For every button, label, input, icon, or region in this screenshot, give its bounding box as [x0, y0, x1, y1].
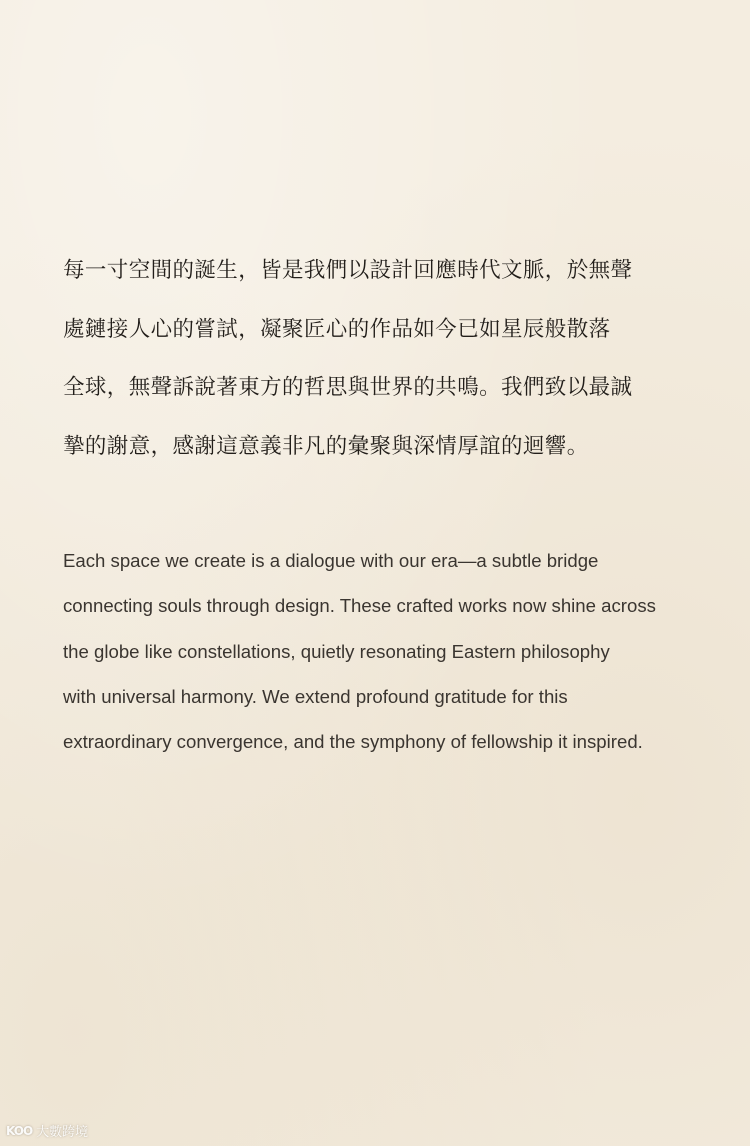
chinese-line-3: 全球，無聲訴說著東方的哲思與世界的共鳴。我們致以最誠 [63, 375, 633, 400]
chinese-line-2: 處鏈接人心的嘗試，凝聚匠心的作品如今已如星辰般散落 [63, 316, 611, 342]
chinese-line-4: 摯的謝意，感謝這意義非凡的彙聚與深情厚誼的迴響。 [63, 433, 589, 459]
english-line-2: connecting souls through design. These crafted works now shine across [63, 595, 656, 617]
watermark [6, 1121, 88, 1140]
english-line-5: extraordinary convergence, and the symphony of fellowship it inspired. [63, 731, 643, 753]
english-line-4: with universal harmony. We extend profound gratitude for this [63, 685, 568, 707]
watermark-logo: KOO [6, 1123, 33, 1138]
english-paragraph [63, 538, 723, 764]
english-line-3: the globe like constellations, quietly resonating Eastern philosophy [63, 640, 610, 662]
chinese-line-1: 每一寸空間的誕生，皆是我們以設計回應時代文脈，於無聲 [63, 258, 633, 283]
watermark-text: 大數跨境 [36, 1125, 89, 1140]
english-line-1: Each space we create is a dialogue with our era—a subtle bridge [63, 550, 599, 571]
chinese-paragraph [63, 242, 703, 476]
